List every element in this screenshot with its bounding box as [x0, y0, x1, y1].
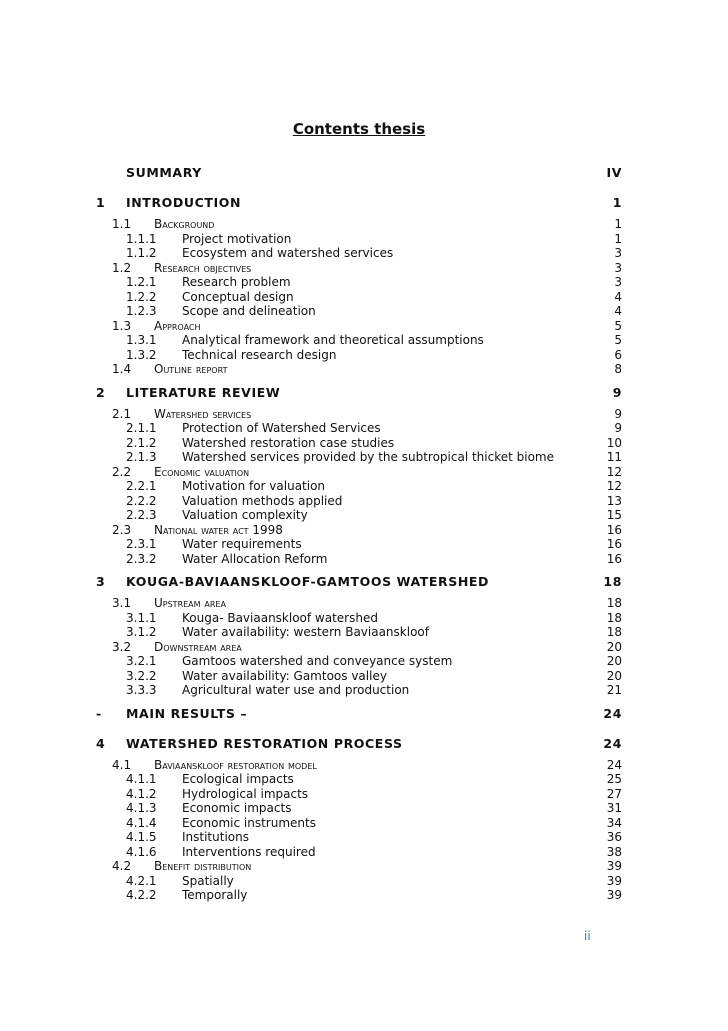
- toc-entry-title: INTRODUCTION: [126, 195, 242, 210]
- toc-entry-title: Water requirements: [182, 537, 302, 551]
- toc-entry-number: 1.3: [112, 318, 132, 333]
- toc-entry-number: 4.1.6: [126, 844, 157, 859]
- toc-entry-title: Research objectives: [154, 260, 252, 275]
- toc-entry-level-1[interactable]: [96, 574, 622, 596]
- toc-entry-title: LITERATURE REVIEW: [126, 384, 281, 400]
- toc-entry-title: Economic instruments: [182, 815, 316, 830]
- toc-entry-title: Ecological impacts: [182, 772, 294, 786]
- toc-entry-page: 6: [614, 347, 622, 362]
- toc-entry-page: 18: [606, 625, 622, 639]
- toc-entry-number: 4.1: [112, 757, 132, 772]
- toc-entry-number: 2.2.3: [126, 508, 157, 522]
- toc-entry-number: 3.1.1: [126, 610, 157, 625]
- toc-entry-title: Technical research design: [182, 347, 337, 362]
- toc-entry-level-2[interactable]: [96, 407, 622, 422]
- toc-entry-page: 20: [606, 639, 622, 654]
- toc-entry-number: 1.1.1: [126, 231, 157, 246]
- toc-entry-title: Scope and delineation: [182, 304, 316, 318]
- toc-entry-number: 1.3.2: [126, 347, 157, 362]
- toc-entry-title: Economic impacts: [182, 801, 292, 815]
- toc-entry-number: 2: [96, 384, 106, 400]
- toc-entry-level-3[interactable]: [96, 654, 622, 669]
- toc-entry-level-2[interactable]: [96, 859, 622, 874]
- toc-entry-number: 1: [96, 195, 106, 210]
- toc-entry-title: Water Allocation Reform: [182, 551, 328, 566]
- toc-entry-level-3[interactable]: [96, 801, 622, 816]
- toc-entry-level-3[interactable]: [96, 494, 622, 509]
- toc-entry-level-3[interactable]: [96, 787, 622, 802]
- toc-entry-number: 4.1.3: [126, 801, 157, 815]
- toc-entry-page: 38: [606, 844, 622, 859]
- toc-entry-title: Watershed services: [154, 406, 252, 421]
- toc-entry-title: Background: [154, 217, 215, 231]
- toc-entry-page: 11: [606, 450, 622, 464]
- toc-entry-number: 2.3: [112, 522, 132, 537]
- toc-entry-number: 3.3.3: [126, 683, 157, 697]
- toc-entry-page: 3: [614, 260, 622, 275]
- toc-entry-page: 27: [606, 786, 622, 801]
- toc-entry-level-3[interactable]: [96, 479, 622, 494]
- toc-entry-title: National water act 1998: [154, 522, 283, 537]
- toc-entry-page: 24: [603, 735, 622, 751]
- toc-entry-page: 8: [614, 362, 622, 376]
- toc-entry-title: Watershed restoration case studies: [182, 435, 395, 450]
- toc-entry-page: 24: [606, 757, 622, 772]
- toc-entry-title: Hydrological impacts: [182, 786, 309, 801]
- toc-entry-title: Valuation methods applied: [182, 493, 343, 508]
- toc-entry-level-3[interactable]: [96, 421, 622, 436]
- toc-entry-number: 1.2.2: [126, 289, 157, 304]
- toc-entry-number: 4.1.4: [126, 815, 157, 830]
- toc-entry-number: 4.2.2: [126, 888, 157, 902]
- toc-entry-title: Economic valuation: [154, 464, 250, 479]
- toc-entry-title: Conceptual design: [182, 289, 294, 304]
- toc-entry-level-3[interactable]: [96, 830, 622, 845]
- toc-entry-level-3[interactable]: [96, 232, 622, 247]
- toc-entry-title: Spatially: [182, 873, 234, 888]
- toc-entry-level-2[interactable]: [96, 362, 622, 377]
- toc-entry-level-3[interactable]: [96, 611, 622, 626]
- toc-entry-title: Water availability: Gamtoos valley: [182, 668, 387, 683]
- toc-entry-level-2[interactable]: [96, 261, 622, 276]
- toc-entry-number: 1.2.1: [126, 275, 157, 289]
- toc-entry-title: Valuation complexity: [182, 508, 308, 522]
- toc-entry-title: KOUGA-BAVIAANSKLOOF-GAMTOOS WATERSHED: [126, 574, 490, 589]
- toc-entry-level-3[interactable]: [96, 772, 622, 787]
- toc-entry-title: Benefit distribution: [154, 859, 252, 873]
- toc-entry-number: 4.1.5: [126, 830, 157, 844]
- toc-entry-page: 25: [606, 772, 622, 786]
- toc-entry-title: Watershed services provided by the subtropical thicket biome: [182, 450, 555, 464]
- toc-entry-level-3[interactable]: [96, 290, 622, 305]
- toc-entry-level-3[interactable]: [96, 625, 622, 640]
- page-number-footer: ii: [584, 929, 591, 943]
- toc-entry-title: Agricultural water use and production: [182, 683, 410, 697]
- toc-entry-number: 4.2.1: [126, 873, 157, 888]
- toc-entry-number: -: [96, 705, 102, 721]
- toc-entry-page: 34: [606, 815, 622, 830]
- toc-entry-page: 16: [606, 551, 622, 566]
- toc-entry-page: 39: [606, 873, 622, 888]
- toc-entry-level-3[interactable]: [96, 246, 622, 261]
- toc-entry-number: 1.4: [112, 362, 132, 376]
- toc-entry-number: 1.2: [112, 260, 132, 275]
- toc-entry-level-3[interactable]: [96, 874, 622, 889]
- toc-entry-title: Approach: [154, 318, 201, 333]
- toc-entry-number: 3.1.2: [126, 625, 157, 639]
- toc-entry-page: 20: [606, 668, 622, 683]
- toc-entry-title: Baviaanskloof restoration model: [154, 757, 317, 772]
- toc-entry-title: Downstream area: [154, 639, 242, 654]
- toc-entry-page: 18: [606, 610, 622, 625]
- toc-entry-page: 20: [606, 654, 622, 668]
- toc-entry-level-3[interactable]: [96, 537, 622, 552]
- toc-entry-number: 2.2.1: [126, 479, 157, 493]
- toc-entry-page: 1: [614, 217, 622, 231]
- toc-entry-page: 18: [606, 596, 622, 610]
- toc-entry-number: 4: [96, 735, 106, 751]
- toc-entry-level-3[interactable]: [96, 552, 622, 567]
- toc-entry-level-2[interactable]: [96, 465, 622, 480]
- toc-entry-title: Ecosystem and watershed services: [182, 246, 394, 260]
- toc-entry-level-1[interactable]: [96, 385, 622, 407]
- toc-entry-title: Research problem: [182, 275, 291, 289]
- toc-entry-number: 2.1.1: [126, 421, 157, 435]
- toc-entry-page: 12: [606, 479, 622, 493]
- toc-entry-title: Project motivation: [182, 231, 292, 246]
- toc-entry-level-3[interactable]: [96, 333, 622, 348]
- toc-entry-number: 4.1.2: [126, 786, 157, 801]
- toc-entry-number: 2.1: [112, 406, 132, 421]
- toc-entry-number: 1.3.1: [126, 333, 157, 347]
- toc-entry-title: Outline report: [154, 362, 228, 376]
- toc-entry-number: 3: [96, 574, 106, 589]
- toc-entry-title: Institutions: [182, 830, 249, 844]
- toc-entry-title: Analytical framework and theoretical assumptions: [182, 333, 484, 347]
- toc-entry-page: 24: [603, 705, 622, 721]
- toc-entry-page: 1: [614, 231, 622, 246]
- toc-entry-number: 1.1: [112, 217, 132, 231]
- toc-entry-level-1[interactable]: [96, 165, 622, 187]
- toc-entry-level-3[interactable]: [96, 348, 622, 363]
- toc-entry-level-3[interactable]: [96, 683, 622, 698]
- toc-entry-level-3[interactable]: [96, 816, 622, 831]
- toc-entry-level-1[interactable]: [96, 736, 622, 758]
- toc-entry-level-3[interactable]: [96, 304, 622, 319]
- toc-entry-title: Upstream area: [154, 596, 226, 610]
- toc-entry-level-2[interactable]: [96, 640, 622, 655]
- toc-entry-page: 13: [606, 493, 622, 508]
- toc-entry-level-2[interactable]: [96, 596, 622, 611]
- toc-entry-title: WATERSHED RESTORATION PROCESS: [126, 735, 403, 751]
- toc-entry-page: 4: [614, 304, 622, 318]
- toc-entry-title: Kouga- Baviaanskloof watershed: [182, 610, 378, 625]
- toc-entry-title: MAIN RESULTS –: [126, 705, 248, 721]
- toc-entry-level-3[interactable]: [96, 275, 622, 290]
- toc-entry-title: SUMMARY: [126, 165, 202, 180]
- toc-entry-level-2[interactable]: [96, 217, 622, 232]
- toc-entry-page: 15: [606, 508, 622, 522]
- toc-entry-page: IV: [606, 165, 622, 180]
- toc-entry-number: 3.2.1: [126, 654, 157, 668]
- toc-entry-page: 10: [606, 435, 622, 450]
- toc-entry-page: 1: [612, 195, 622, 210]
- toc-entry-number: 4.2: [112, 859, 132, 873]
- toc-entry-number: 3.1: [112, 596, 132, 610]
- toc-entry-number: 4.1.1: [126, 772, 157, 786]
- toc-entry-level-3[interactable]: [96, 450, 622, 465]
- toc-entry-page: 39: [606, 888, 622, 902]
- toc-entry-page: 4: [614, 289, 622, 304]
- toc-entry-title: Water availability: western Baviaanskloof: [182, 625, 429, 639]
- toc-entry-title: Protection of Watershed Services: [182, 421, 381, 435]
- toc-entry-page: 39: [606, 859, 622, 873]
- toc-entry-number: 1.2.3: [126, 304, 157, 318]
- toc-entry-title: Gamtoos watershed and conveyance system: [182, 654, 453, 668]
- toc-entry-level-1[interactable]: [96, 706, 622, 728]
- toc-entry-page: 31: [606, 801, 622, 815]
- toc-entry-level-3[interactable]: [96, 669, 622, 684]
- toc-entry-level-1[interactable]: [96, 195, 622, 217]
- toc-entry-page: 18: [603, 574, 622, 589]
- toc-entry-title: Motivation for valuation: [182, 479, 326, 493]
- toc-entry-page: 21: [606, 683, 622, 697]
- toc-entry-page: 9: [614, 421, 622, 435]
- toc-entry-level-3[interactable]: [96, 508, 622, 523]
- toc-entry-number: 2.3.2: [126, 551, 157, 566]
- toc-entry-page: 16: [606, 537, 622, 551]
- toc-entry-page: 9: [614, 406, 622, 421]
- toc-entry-level-3[interactable]: [96, 436, 622, 451]
- toc-entry-level-2[interactable]: [96, 319, 622, 334]
- page-title: Contents thesis: [292, 120, 426, 138]
- table-of-contents: [96, 165, 622, 903]
- toc-entry-level-3[interactable]: [96, 888, 622, 903]
- toc-entry-title: Interventions required: [182, 844, 316, 859]
- toc-entry-number: 3.2.2: [126, 668, 157, 683]
- toc-entry-level-2[interactable]: [96, 523, 622, 538]
- toc-entry-number: 2.1.2: [126, 435, 157, 450]
- toc-entry-number: 2.3.1: [126, 537, 157, 551]
- toc-entry-page: 9: [612, 384, 622, 400]
- toc-entry-level-3[interactable]: [96, 845, 622, 860]
- toc-entry-page: 3: [614, 275, 622, 289]
- toc-entry-number: 2.1.3: [126, 450, 157, 464]
- toc-entry-page: 16: [606, 522, 622, 537]
- toc-entry-page: 5: [614, 318, 622, 333]
- toc-entry-page: 5: [614, 333, 622, 347]
- toc-entry-number: 3.2: [112, 639, 132, 654]
- toc-entry-page: 3: [614, 246, 622, 260]
- toc-entry-number: 2.2: [112, 464, 132, 479]
- toc-entry-number: 2.2.2: [126, 493, 157, 508]
- toc-entry-level-2[interactable]: [96, 758, 622, 773]
- toc-entry-page: 36: [606, 830, 622, 844]
- toc-entry-number: 1.1.2: [126, 246, 157, 260]
- toc-entry-page: 12: [606, 464, 622, 479]
- toc-entry-title: Temporally: [182, 888, 248, 902]
